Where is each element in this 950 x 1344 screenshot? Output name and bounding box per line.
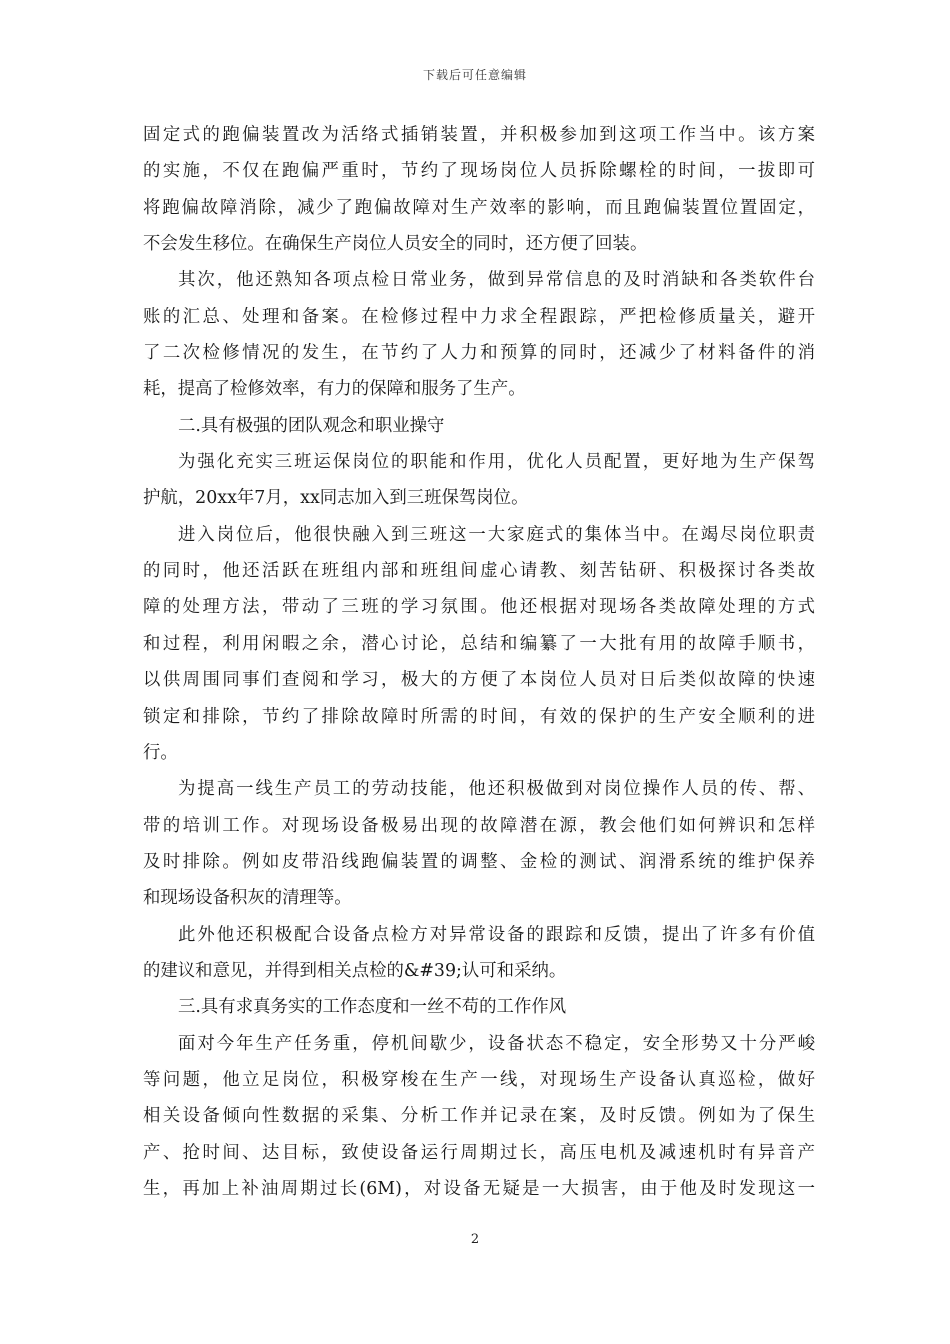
paragraph-line: 耗，提高了检修效率，有力的保障和服务了生产。 <box>143 379 526 400</box>
paragraph-line: 不会发生移位。在确保生产岗位人员安全的同时，还方便了回装。 <box>143 234 648 255</box>
section-heading: 三.具有求真务实的工作态度和一丝不苟的工作作风 <box>178 997 567 1018</box>
page-header: 下载后可任意编辑 <box>422 68 527 82</box>
paragraph-line: 和过程，利用闲暇之余，潜心讨论，总结和编纂了一大批有用的故障手顺书， <box>143 633 815 654</box>
paragraph-line: 其次，他还熟知各项点检日常业务，做到异常信息的及时消缺和各类软件台 <box>178 270 815 291</box>
paragraph-line: 为提高一线生产员工的劳动技能，他还积极做到对岗位操作人员的传、帮、 <box>178 779 815 800</box>
paragraph-line: 为强化充实三班运保岗位的职能和作用，优化人员配置，更好地为生产保驾 <box>178 452 815 473</box>
paragraph-line: 以供周围同事们查阅和学习，极大的方便了本岗位人员对日后类似故障的快速 <box>143 670 815 691</box>
paragraph-line: 了二次检修情况的发生，在节约了人力和预算的同时，还减少了材料备件的消 <box>143 343 815 364</box>
paragraph-line: 及时排除。例如皮带沿线跑偏装置的调整、金检的测试、润滑系统的维护保养 <box>143 851 815 872</box>
paragraph-line: 的建议和意见，并得到相关点检的&#39;认可和采纳。 <box>143 960 567 981</box>
paragraph-line: 带的培训工作。对现场设备极易出现的故障潜在源，教会他们如何辨识和怎样 <box>143 815 815 836</box>
paragraph-line: 此外他还积极配合设备点检方对异常设备的跟踪和反馈，提出了许多有价值 <box>178 924 815 945</box>
paragraph-line: 面对今年生产任务重，停机间歇少，设备状态不稳定，安全形势又十分严峻 <box>178 1033 815 1054</box>
paragraph-line: 产、抢时间、达目标，致使设备运行周期过长，高压电机及减速机时有异音产 <box>143 1142 815 1163</box>
paragraph-line: 账的汇总、处理和备案。在检修过程中力求全程跟踪，严把检修质量关，避开 <box>143 306 815 327</box>
paragraph-line: 进入岗位后，他很快融入到三班这一大家庭式的集体当中。在竭尽岗位职责 <box>178 524 815 545</box>
document-body <box>143 117 815 1207</box>
paragraph-line: 障的处理方法，带动了三班的学习氛围。他还根据对现场各类故障处理的方式 <box>143 597 815 618</box>
paragraph-line: 的同时，他还活跃在班组内部和班组间虚心请教、刻苦钻研、积极探讨各类故 <box>143 561 815 582</box>
paragraph-line: 锁定和排除，节约了排除故障时所需的时间，有效的保护的生产安全顺利的进 <box>143 706 815 727</box>
paragraph-line: 行。 <box>143 742 178 763</box>
page-number: 2 <box>470 1232 480 1247</box>
paragraph-line: 生，再加上补油周期过长(6M)，对设备无疑是一大损害，由于他及时发现这一 <box>143 1178 815 1199</box>
paragraph-line: 等问题，他立足岗位，积极穿梭在生产一线，对现场生产设备认真巡检，做好 <box>143 1069 815 1090</box>
section-heading: 二.具有极强的团队观念和职业操守 <box>178 415 445 436</box>
paragraph-line: 和现场设备积灰的清理等。 <box>143 888 352 909</box>
paragraph-line: 的实施，不仅在跑偏严重时，节约了现场岗位人员拆除螺栓的时间，一拔即可 <box>143 161 815 182</box>
paragraph-line: 相关设备倾向性数据的采集、分析工作并记录在案，及时反馈。例如为了保生 <box>143 1106 815 1127</box>
paragraph-line: 将跑偏故障消除，减少了跑偏故障对生产效率的影响，而且跑偏装置位置固定， <box>143 197 815 218</box>
paragraph-line: 固定式的跑偏装置改为活络式插销装置，并积极参加到这项工作当中。该方案 <box>143 125 815 145</box>
paragraph-line: 护航，20xx年7月，xx同志加入到三班保驾岗位。 <box>143 488 529 509</box>
